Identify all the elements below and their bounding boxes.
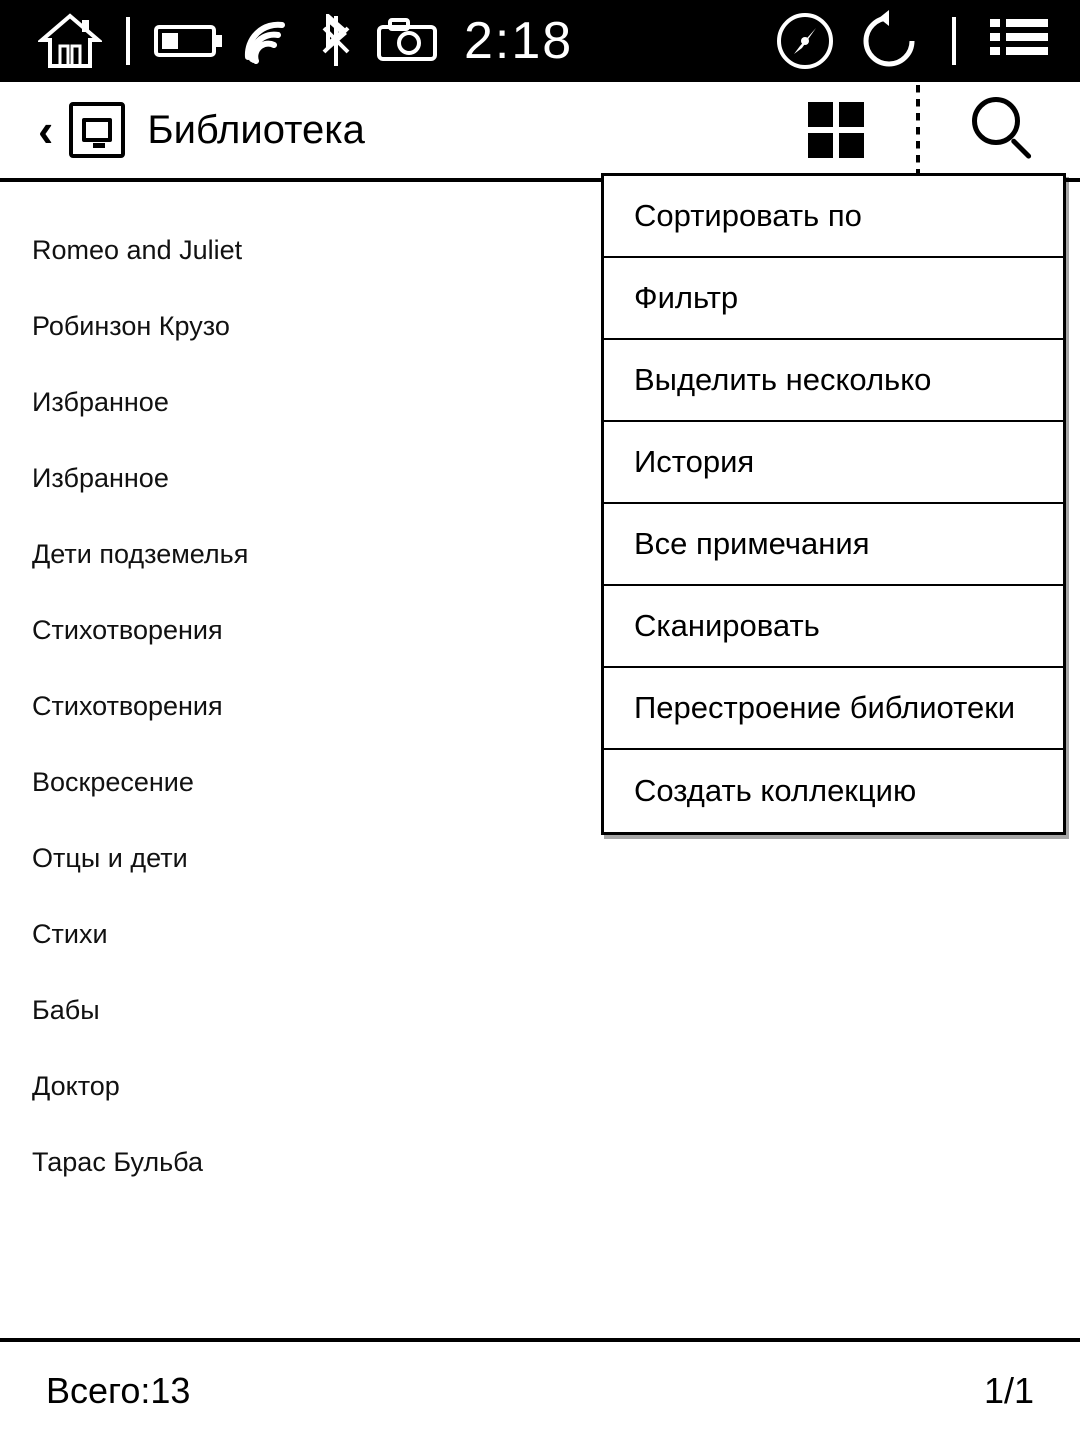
list-item[interactable] [0,1048,1080,1124]
status-bar-left [0,11,573,71]
book-title: Стихотворения [32,690,223,721]
book-title: Дети подземелья [32,538,249,569]
library-icon [69,102,125,158]
status-divider-right [952,17,956,65]
book-title: Тарас Бульба [32,1146,204,1177]
book-title: Воскресение [32,766,194,797]
menu-item-sort-by[interactable]: Сортировать по [604,176,1063,258]
list-item[interactable] [0,972,1080,1048]
book-title: Избранное [32,386,169,417]
options-menu[interactable] [601,173,1066,835]
status-clock: 2:18 [464,12,574,70]
book-title: Доктор [32,1070,120,1101]
grid-view-icon[interactable] [808,102,864,158]
menu-item-history[interactable]: История [604,422,1063,504]
menu-item-create-collection[interactable]: Создать коллекцию [634,773,917,808]
list-item[interactable] [0,896,1080,972]
book-title: Избранное [32,462,169,493]
book-title: Стихи [32,918,108,949]
status-bar [0,0,1080,82]
menu-item-scan[interactable]: Сканировать [604,586,1063,668]
page-title: Библиотека [147,108,365,152]
book-title: Робинзон Крузо [32,310,230,341]
book-title: Отцы и дети [32,842,188,873]
battery-icon [154,19,224,63]
sync-icon[interactable] [858,10,920,72]
camera-icon [376,17,438,65]
toolbar-divider [916,85,920,175]
wifi-icon [238,17,300,65]
book-title: Romeo and Juliet [32,234,243,265]
total-count-label: Всего:13 [46,1370,191,1411]
menu-item-rebuild-library[interactable]: Перестроение библиотеки [604,668,1063,750]
menu-item-all-notes[interactable]: Все примечания [604,504,1063,586]
search-icon[interactable] [972,97,1038,163]
title-bar-actions [808,85,1080,175]
home-icon[interactable] [38,12,102,70]
menu-list-icon[interactable] [988,15,1050,67]
menu-item-select-multiple[interactable]: Выделить несколько [604,340,1063,422]
menu-item-filter[interactable]: Фильтр [604,258,1063,340]
book-title: Бабы [32,994,100,1025]
list-item[interactable] [0,1124,1080,1200]
back-button[interactable]: ‹ [38,104,54,156]
title-bar [0,82,1080,182]
page-indicator: 1/1 [983,1370,1034,1411]
status-divider [126,17,130,65]
refresh-rate-icon[interactable] [774,10,836,72]
footer-bar [0,1338,1080,1440]
book-title: Стихотворения [32,614,223,645]
bluetooth-icon [316,14,356,68]
status-bar-right [774,10,1080,72]
